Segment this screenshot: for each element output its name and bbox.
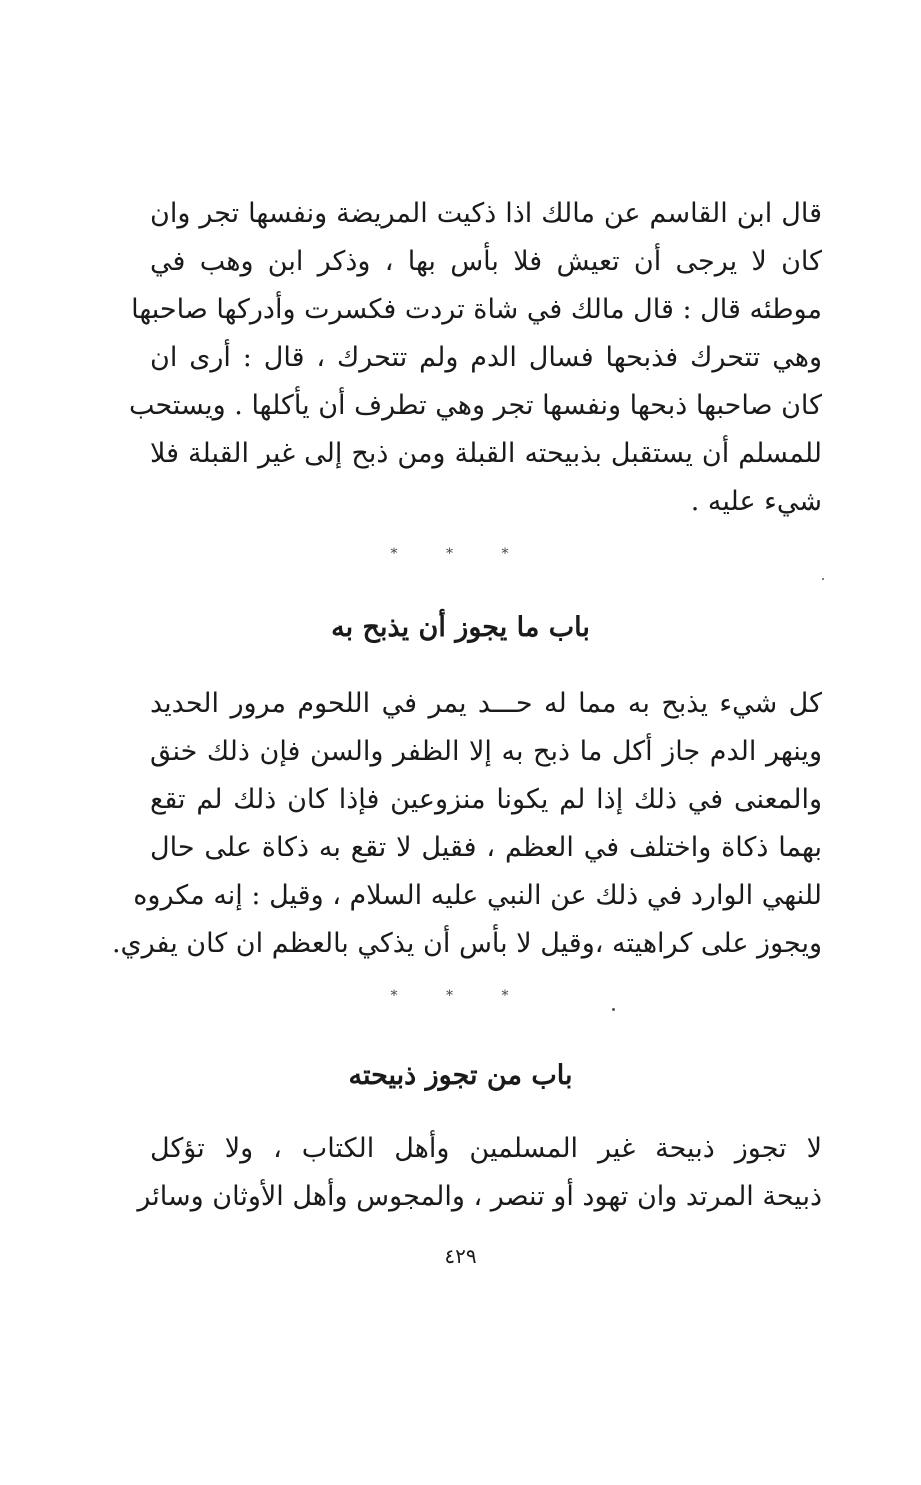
text-line: للنهي الوارد في ذلك عن النبي عليه السلام ، وقيل : إنه مكروه [133, 880, 822, 911]
text-line: كان لا يرجى أن تعيش فلا بأس بها ، وذكر ابن وهب في [150, 246, 822, 277]
text-line: للمسلم أن يستقبل بذبيحته القبلة ومن ذبح إلى غير القبلة فلا [150, 438, 822, 469]
scan-speck [612, 1008, 615, 1011]
section-separator: * * * [390, 988, 531, 1004]
text-line: كل شيء يذبح به مما له حـــد يمر في اللحوم مرور الحديد [150, 688, 822, 719]
text-line: موطئه قال : قال مالك في شاة تردت فكسرت وأدركها صاحبها [131, 294, 822, 325]
text-line: قال ابن القاسم عن مالك اذا ذكيت المريضة ونفسها تجر وان [150, 198, 822, 229]
paragraph-intro [128, 190, 822, 526]
section-heading: باب من تجوز ذبيحته [348, 1060, 573, 1091]
text-line: كان صاحبها ذبحها ونفسها تجر وهي تطرف أن يأكلها . ويستحب [128, 390, 822, 421]
text-line: ويجوز على كراهيته ،وقيل لا بأس أن يذكي بالعظم ان كان يفري. [111, 928, 822, 959]
text-line: ذبيحة المرتد وان تهود أو تنصر ، والمجوس وأهل الأوثان وسائر [137, 1181, 822, 1212]
paragraph-who-slaughters [137, 1125, 822, 1221]
text-line: وينهر الدم جاز أكل ما ذبح به إلا الظفر والسن فإن ذلك خنق [150, 736, 822, 767]
text-line: بهما ذكاة واختلف في العظم ، فقيل لا تقع به ذكاة على حال [150, 832, 822, 863]
section-heading: باب ما يجوز أن يذبح به [331, 612, 590, 643]
section-separator: * * * [390, 546, 531, 562]
paragraph-slaughter-tools [111, 680, 822, 968]
text-line: والمعنى في ذلك إذا لم يكونا منزوعين فإذا كان ذلك لم تقع [150, 784, 822, 815]
text-line: وهي تتحرك فذبحها فسال الدم ولم تتحرك ، قال : أرى ان [150, 342, 822, 373]
page-number: ٤٢٩ [444, 1244, 477, 1268]
text-line: شيء عليه . [690, 486, 822, 517]
scan-speck [822, 578, 824, 580]
text-line: لا تجوز ذبيحة غير المسلمين وأهل الكتاب ، ولا تؤكل [150, 1133, 822, 1164]
